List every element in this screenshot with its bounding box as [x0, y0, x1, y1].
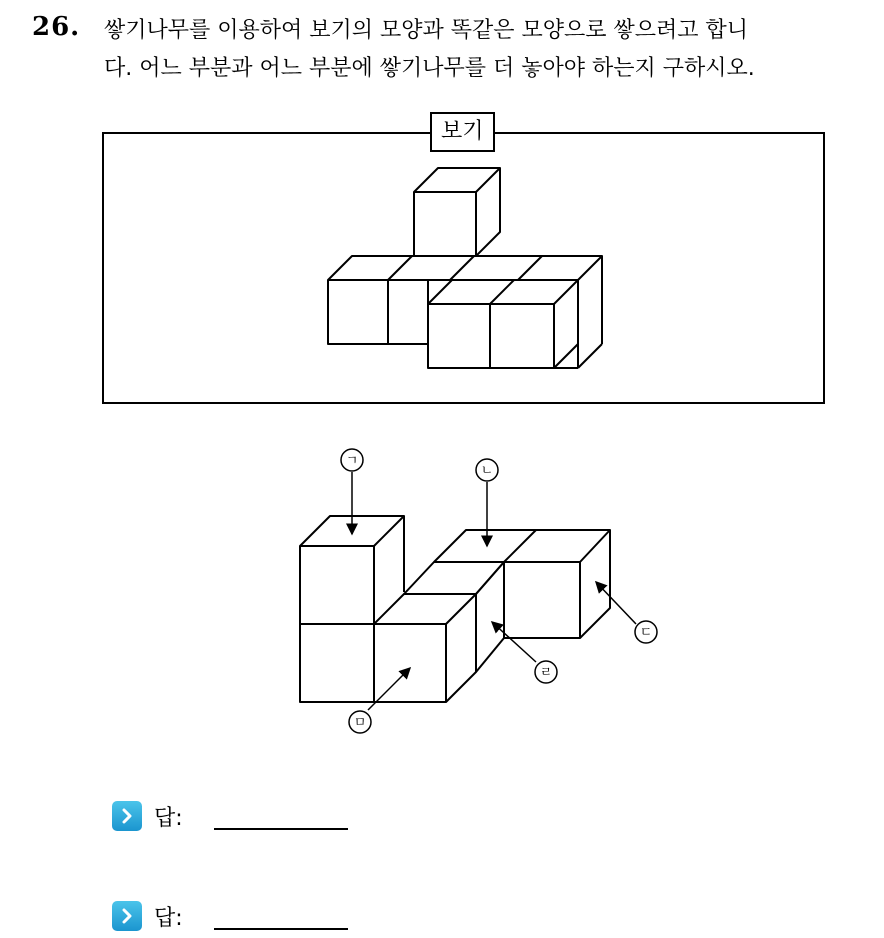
- answer-input-1[interactable]: [214, 828, 348, 830]
- question-number: 26.: [32, 12, 81, 42]
- callout-a-label: ㄱ: [345, 453, 359, 469]
- answer-input-2[interactable]: [214, 928, 348, 930]
- question-line-1: 쌓기나무를 이용하여 보기의 모양과 똑같은 모양으로 쌓으려고 합니: [104, 18, 749, 43]
- question-right-cube: [504, 562, 580, 638]
- answer-row-2: [112, 896, 183, 936]
- example-label: 보기: [430, 112, 495, 152]
- question-column-upper-cube: [300, 546, 374, 624]
- callout-e-label: ㅁ: [353, 715, 367, 731]
- callout-b-label: ㄴ: [480, 463, 494, 479]
- chevron-right-icon: [112, 801, 142, 831]
- question-front-cube: [374, 624, 446, 702]
- chevron-right-icon: [112, 901, 142, 931]
- callout-d-arrow: [492, 622, 536, 662]
- callout-c-label: ㄷ: [639, 625, 653, 641]
- question-column-lower-cube: [300, 624, 374, 702]
- answer-row-1: [112, 796, 183, 836]
- question-line-2: 다. 어느 부분과 어느 부분에 쌓기나무를 더 놓아야 하는지 구하시오.: [104, 56, 755, 81]
- callout-c-arrow: [596, 582, 636, 624]
- callout-d-label: ㄹ: [539, 665, 553, 681]
- answer-label: 답:: [154, 905, 183, 931]
- answer-label: 답:: [154, 805, 183, 831]
